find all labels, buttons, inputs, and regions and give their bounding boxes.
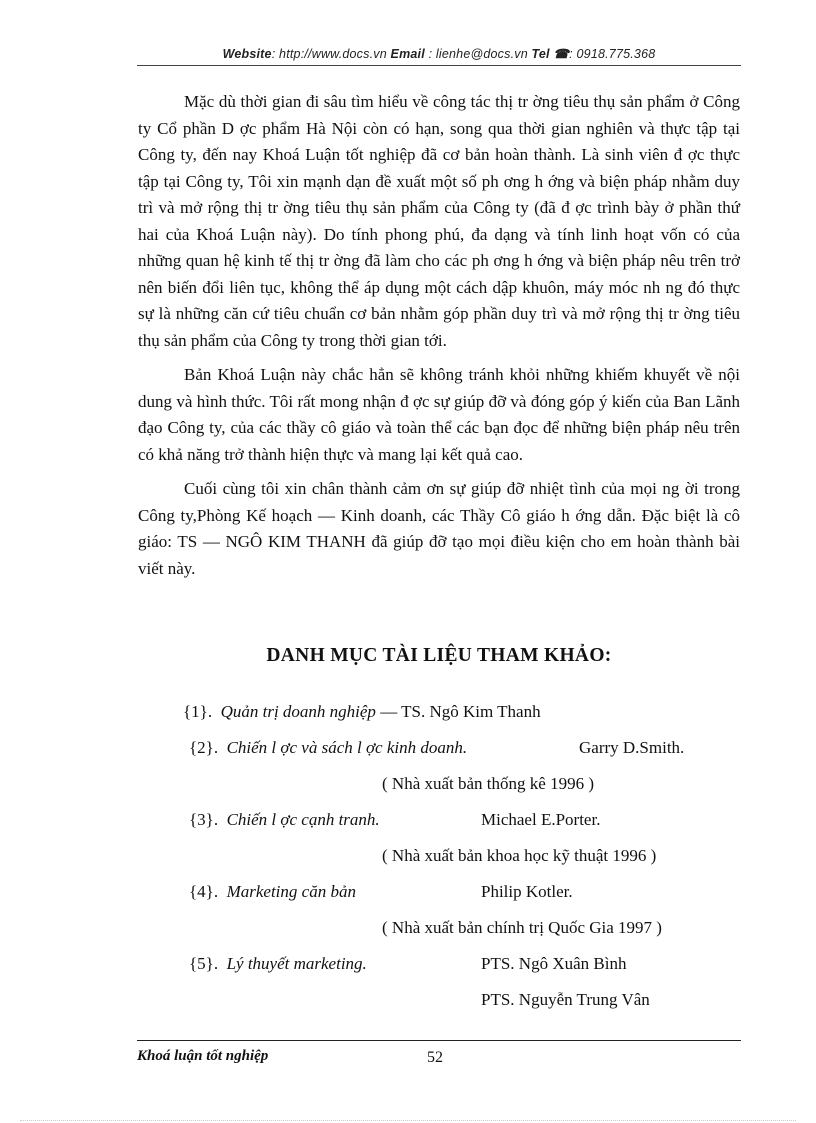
reference-item bbox=[189, 810, 380, 830]
reference-author: Michael E.Porter. bbox=[481, 810, 601, 829]
reference-number: {5}. bbox=[189, 954, 219, 973]
tel-label: Tel ☎ bbox=[531, 47, 570, 61]
reference-author: — TS. Ngô Kim Thanh bbox=[375, 702, 541, 721]
page-edge-divider bbox=[20, 1120, 796, 1121]
reference-author: PTS. Ngô Xuân Bình bbox=[481, 954, 627, 973]
email-label: Email bbox=[390, 47, 425, 61]
footer-label: Khoá luận tốt nghiệp bbox=[137, 1048, 269, 1064]
page-number: 52 bbox=[427, 1049, 443, 1066]
reference-title: Lý thuyết marketing. bbox=[226, 954, 367, 973]
website-label: Website bbox=[222, 47, 272, 61]
reference-title: Chiến l ợc và sách l ợc kinh doanh. bbox=[226, 738, 468, 757]
paragraph: Bản Khoá Luận này chắc hẳn sẽ không tránh khỏi những khiếm khuyết về nội dung và hình thức. Tôi rất mong nhận đ ợc sự giúp đỡ và đóng góp ý kiến của Ban Lãnh đạo Công ty, của các thầy cô giáo và toàn thể các bạn đọc để những biện pháp nêu trên có khả năng trở thành hiện thực và mang lại kết quả cao. bbox=[138, 365, 740, 464]
body-text bbox=[138, 89, 740, 590]
references-heading: DANH MỤC TÀI LIỆU THAM KHẢO: bbox=[266, 645, 612, 666]
reference-item bbox=[183, 702, 541, 722]
reference-title: Quản trị doanh nghiệp bbox=[220, 702, 376, 721]
paragraph: Mặc dù thời gian đi sâu tìm hiểu về công tác thị tr ờng tiêu thụ sản phẩm ở Công ty Cổ phần D ợc phẩm Hà Nội còn có hạn, song qua thời gian nghiên và thực tập tại Công ty, đến nay Khoá Luận tốt nghiệp đã cơ bản hoàn thành. Là sinh viên đ ợc thực tập tại Công ty, Tôi xin mạnh dạn đề xuất một số ph ơng h ớng và biện pháp nhằm duy trì và mở rộng thị tr ờng tiêu thụ sản phẩm của Công ty (đã đ ợc trình bày ở phần thứ hai của Khoá Luận này). Do tính phong phú, đa dạng và tính linh hoạt vốn có của những quan hệ kinh tế thị tr ờng đã làm cho các ph ơng h ớng và biện pháp nêu trên trở nên biến đổi liên tục, không thể áp dụng một cách dập khuôn, máy móc nh ng đó thực sự là những căn cứ tiêu chuẩn cơ bản nhằm góp phần duy trì và mở rộng thị tr ờng tiêu thụ sản phẩm của Công ty trong thời gian tới. bbox=[138, 92, 740, 350]
reference-publisher: ( Nhà xuất bản chính trị Quốc Gia 1997 ) bbox=[382, 918, 662, 937]
reference-publisher: ( Nhà xuất bản thống kê 1996 ) bbox=[382, 774, 594, 793]
footer-divider bbox=[137, 1040, 741, 1041]
reference-number: {4}. bbox=[189, 882, 219, 901]
page-header bbox=[137, 46, 741, 61]
website-value: : http://www.docs.vn bbox=[271, 47, 391, 61]
reference-number: {1}. bbox=[183, 702, 213, 721]
reference-publisher: ( Nhà xuất bản khoa học kỹ thuật 1996 ) bbox=[382, 846, 657, 865]
reference-number: {3}. bbox=[189, 810, 219, 829]
header-divider bbox=[137, 65, 741, 66]
email-value: : lienhe@docs.vn bbox=[424, 47, 532, 61]
tel-value: : 0918.775.368 bbox=[569, 47, 656, 61]
paragraph: Cuối cùng tôi xin chân thành cảm ơn sự giúp đỡ nhiệt tình của mọi ng ời trong Công ty,Phòng Kế hoạch — Kinh doanh, các Thầy Cô giáo h ớng dẫn. Đặc biệt là cô giáo: TS — NGÔ KIM THANH đã giúp đỡ tạo mọi điều kiện cho em hoàn thành bài viết này. bbox=[138, 479, 740, 578]
reference-author: PTS. Nguyễn Trung Vân bbox=[481, 990, 650, 1009]
reference-number: {2}. bbox=[189, 738, 219, 757]
reference-item bbox=[189, 882, 356, 902]
reference-title: Marketing căn bản bbox=[226, 882, 356, 901]
reference-title: Chiến l ợc cạnh tranh. bbox=[226, 810, 380, 829]
reference-item bbox=[189, 738, 467, 758]
reference-author: Philip Kotler. bbox=[481, 882, 573, 901]
reference-item bbox=[189, 954, 367, 974]
reference-author: Garry D.Smith. bbox=[579, 738, 685, 757]
